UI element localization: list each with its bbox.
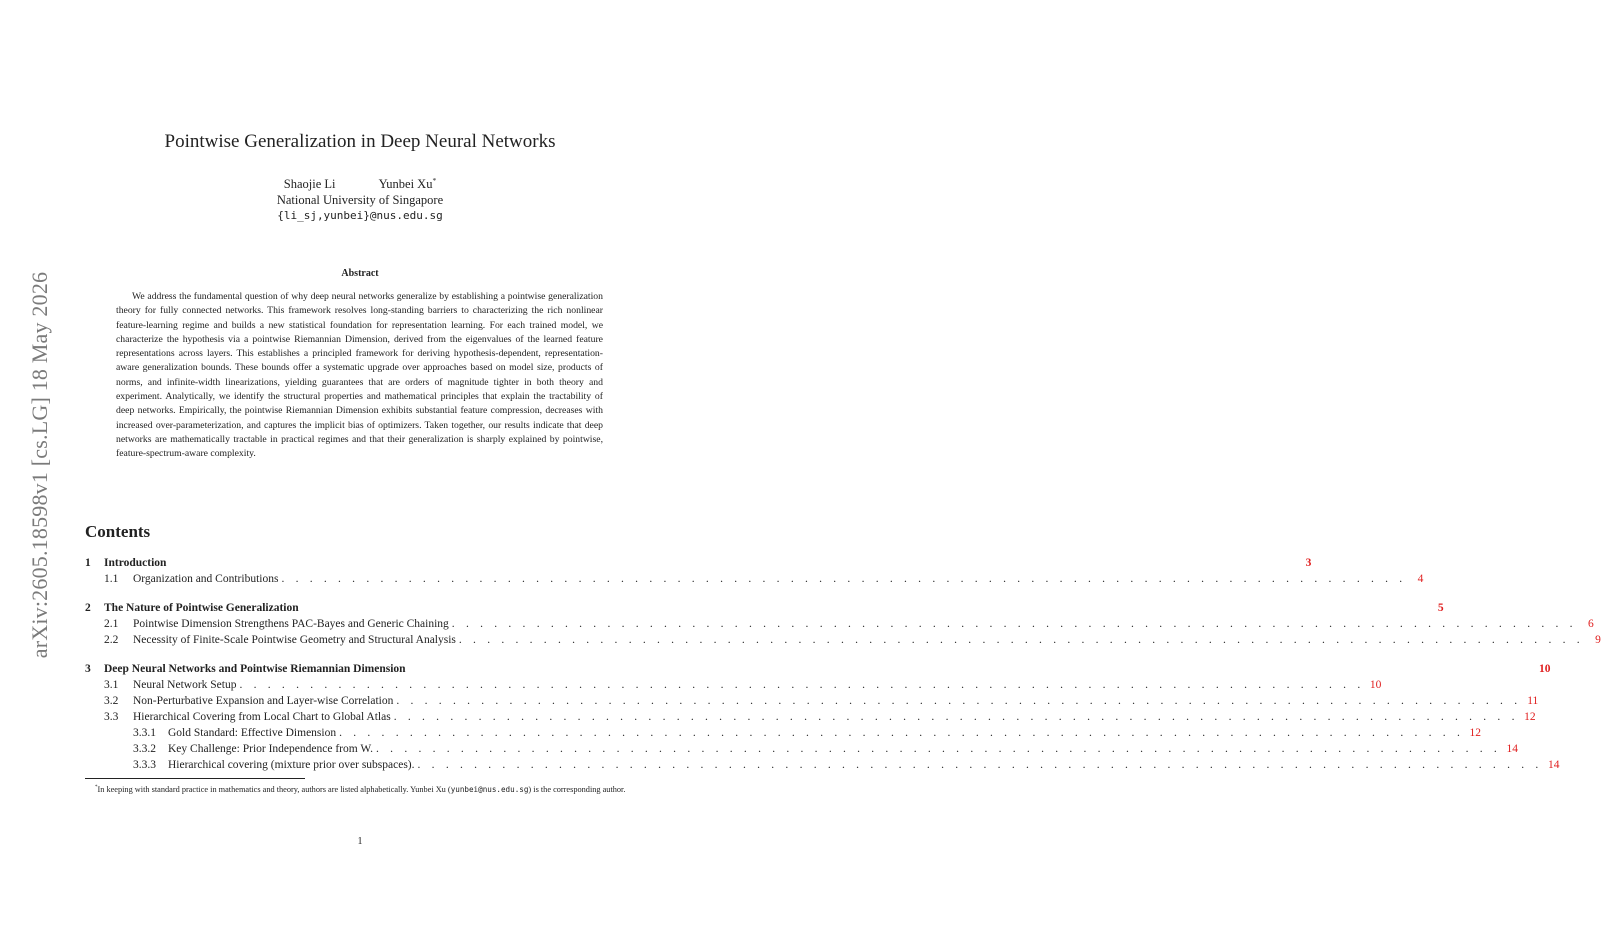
toc-entry-number: 2: [85, 602, 91, 614]
toc-entry-title[interactable]: Gold Standard: Effective Dimension: [168, 727, 337, 739]
toc-entry-title[interactable]: Key Challenge: Prior Independence from W.: [168, 743, 374, 755]
toc-page-link[interactable]: 14: [1547, 759, 1560, 771]
footnote-text-before: In keeping with standard practice in mathematics and theory, authors are listed alphabetically. Yunbei Xu (: [97, 784, 451, 794]
toc-entry[interactable]: [85, 555, 1312, 571]
toc-entry-number: 1: [85, 557, 91, 569]
abstract-heading: Abstract: [341, 268, 379, 279]
toc-entry-title[interactable]: Pointwise Dimension Strengthens PAC-Bayes and Generic Chaining: [133, 618, 449, 630]
toc-entry-number: 3.2: [104, 695, 119, 707]
toc-entry[interactable]: [85, 616, 1594, 632]
toc-entry-title[interactable]: Necessity of Finite-Scale Pointwise Geometry and Structural Analysis: [133, 634, 456, 646]
author-emails: {li_sj,yunbei}@nus.edu.sg: [277, 209, 443, 223]
toc-entry-title[interactable]: Introduction: [104, 557, 167, 569]
toc-entry[interactable]: [85, 709, 1536, 725]
toc-entry-title[interactable]: Non-Perturbative Expansion and Layer-wise Correlation: [133, 695, 394, 707]
toc-entry-number: 2.2: [104, 634, 119, 646]
page-number: 1: [357, 836, 363, 847]
toc-entry-number: 3.3.2: [133, 743, 156, 755]
toc-entry-title[interactable]: Deep Neural Networks and Pointwise Riemannian Dimension: [104, 663, 406, 675]
toc-dot-leader: . . . . . . . . . . . . . . . . . . . . . . . . . . . . . . . . . . . . . . . . . . . . . . . . . . . . . . . . . . . . . . . . . . . . . . . . . . . . . . . .: [451, 618, 1577, 630]
footnote-mark: *: [95, 785, 98, 790]
toc-entry[interactable]: [85, 725, 1482, 741]
footnote-text-after: ) is the corresponding author.: [528, 784, 626, 794]
toc-entry[interactable]: [85, 632, 1601, 648]
toc-dot-leader: . . . . . . . . . . . . . . . . . . . . . . . . . . . . . . . . . . . . . . . . . . . . . . . . . . . . . . . . . . . . . . . . . . . . . . . . . . . . . . . .: [417, 759, 1543, 771]
toc-dot-leader: . . . . . . . . . . . . . . . . . . . . . . . . . . . . . . . . . . . . . . . . . . . . . . . . . . . . . . . . . . . . . . . . . . . . . . . . . . . . . . . .: [393, 711, 1519, 723]
toc-dot-leader: . . . . . . . . . . . . . . . . . . . . . . . . . . . . . . . . . . . . . . . . . . . . . . . . . . . . . . . . . . . . . . . . . . . . . . . . . . . . . . . .: [376, 743, 1501, 755]
toc-page-link[interactable]: 12: [1524, 711, 1536, 723]
toc-page-link[interactable]: 10: [1369, 679, 1382, 691]
toc-page-link[interactable]: 3: [1305, 557, 1312, 569]
toc-entry-title[interactable]: The Nature of Pointwise Generalization: [104, 602, 299, 614]
toc-entry-title[interactable]: Hierarchical covering (mixture prior over subspaces).: [168, 759, 415, 771]
toc-dot-leader: . . . . . . . . . . . . . . . . . . . . . . . . . . . . . . . . . . . . . . . . . . . . . . . . . . . . . . . . . . . . . . . . . . . . . . . . . . . . . . . .: [396, 695, 1522, 707]
toc-page-link[interactable]: 12: [1469, 727, 1482, 739]
toc-page-link[interactable]: 10: [1539, 663, 1551, 675]
abstract-text: We address the fundamental question of why deep neural networks generalize by establishing a pointwise generalization theory for fully connected networks. This framework resolves long-standing barriers to characterizing the rich nonlinear feature-learning regime and builds a new statistical foundation for representation learning. For each trained model, we characterize the hypothesis via a pointwise Riemannian Dimension, derived from the eigenvalues of the learned feature representations across layers. This establishes a principled framework for deriving hypothesis-dependent, representation-aware generalization bounds. These bounds offer a systematic upgrade over approaches based on model size, products of norms, and infinite-width linearizations, yielding guarantees that are orders of magnitude tighter in both theory and experiment. Analytically, we identify the structural properties and mathematical principles that explain the tractability of deep networks. Empirically, the pointwise Riemannian Dimension exhibits substantial feature compression, decreases with increased over-parameterization, and captures the implicit bias of optimizers. Taken together, our results indicate that deep networks are mathematically tractable in practical regimes and that their generalization is sharply explained by pointwise, feature-spectrum-aware complexity.: [116, 291, 603, 460]
toc-entry-number: 2.1: [104, 618, 119, 630]
toc-entry[interactable]: [85, 661, 1551, 677]
corresponding-author-mark: *: [432, 176, 437, 185]
affiliation: National University of Singapore: [276, 193, 444, 208]
author-name: Shaojie Li: [283, 177, 336, 192]
author-names: [0, 173, 720, 192]
toc-entry-title[interactable]: Neural Network Setup: [133, 679, 237, 691]
contents-heading: Contents: [85, 522, 151, 541]
arxiv-identifier-stamp: arXiv:2605.18598v1 [cs.LG] 18 May 2026: [27, 271, 52, 659]
toc-entry[interactable]: [85, 677, 1382, 693]
toc-entry[interactable]: [85, 741, 1518, 757]
toc-entry[interactable]: [85, 571, 1424, 587]
toc-entry-number: 3.3.1: [133, 727, 156, 739]
author-block: [0, 173, 720, 224]
toc-entry[interactable]: [85, 693, 1539, 709]
toc-entry[interactable]: [85, 600, 1444, 616]
toc-page-link[interactable]: 6: [1587, 618, 1594, 630]
table-of-contents: [85, 555, 1601, 773]
toc-page-link[interactable]: 5: [1437, 602, 1444, 614]
toc-entry-title[interactable]: Organization and Contributions: [133, 573, 279, 585]
toc-dot-leader: . . . . . . . . . . . . . . . . . . . . . . . . . . . . . . . . . . . . . . . . . . . . . . . . . . . . . . . . . . . . . . . . . . . . . . . . . . . . . . . .: [339, 727, 1465, 739]
paper-title: Pointwise Generalization in Deep Neural Networks: [164, 131, 556, 152]
toc-entry-number: 1.1: [104, 573, 119, 585]
footnote-divider: [85, 778, 305, 779]
toc-dot-leader: . . . . . . . . . . . . . . . . . . . . . . . . . . . . . . . . . . . . . . . . . . . . . . . . . . . . . . . . . . . . . . . . . . . . . . . . . . . . . . . .: [281, 573, 1407, 585]
toc-entry-number: 3.3: [104, 711, 119, 723]
toc-page-link[interactable]: 4: [1417, 573, 1424, 585]
footnote-email: yunbei@nus.edu.sg: [450, 784, 529, 794]
toc-entry-number: 3.3.3: [133, 759, 156, 771]
toc-dot-leader: . . . . . . . . . . . . . . . . . . . . . . . . . . . . . . . . . . . . . . . . . . . . . . . . . . . . . . . . . . . . . . . . . . . . . . . . . . . . . . . .: [239, 679, 1365, 691]
toc-page-link[interactable]: 14: [1506, 743, 1518, 755]
toc-page-link[interactable]: 11: [1527, 695, 1539, 707]
toc-entry-number: 3: [85, 663, 91, 675]
toc-dot-leader: . . . . . . . . . . . . . . . . . . . . . . . . . . . . . . . . . . . . . . . . . . . . . . . . . . . . . . . . . . . . . . . . . . . . . . . . . . . . . . . .: [458, 634, 1584, 646]
toc-page-link[interactable]: 9: [1595, 634, 1601, 646]
author-name: Yunbei Xu*: [378, 176, 437, 192]
footnote: [85, 781, 635, 796]
toc-entry-title[interactable]: Hierarchical Covering from Local Chart to Global Atlas: [133, 711, 391, 723]
toc-entry[interactable]: [85, 757, 1560, 773]
toc-entry-number: 3.1: [104, 679, 119, 691]
